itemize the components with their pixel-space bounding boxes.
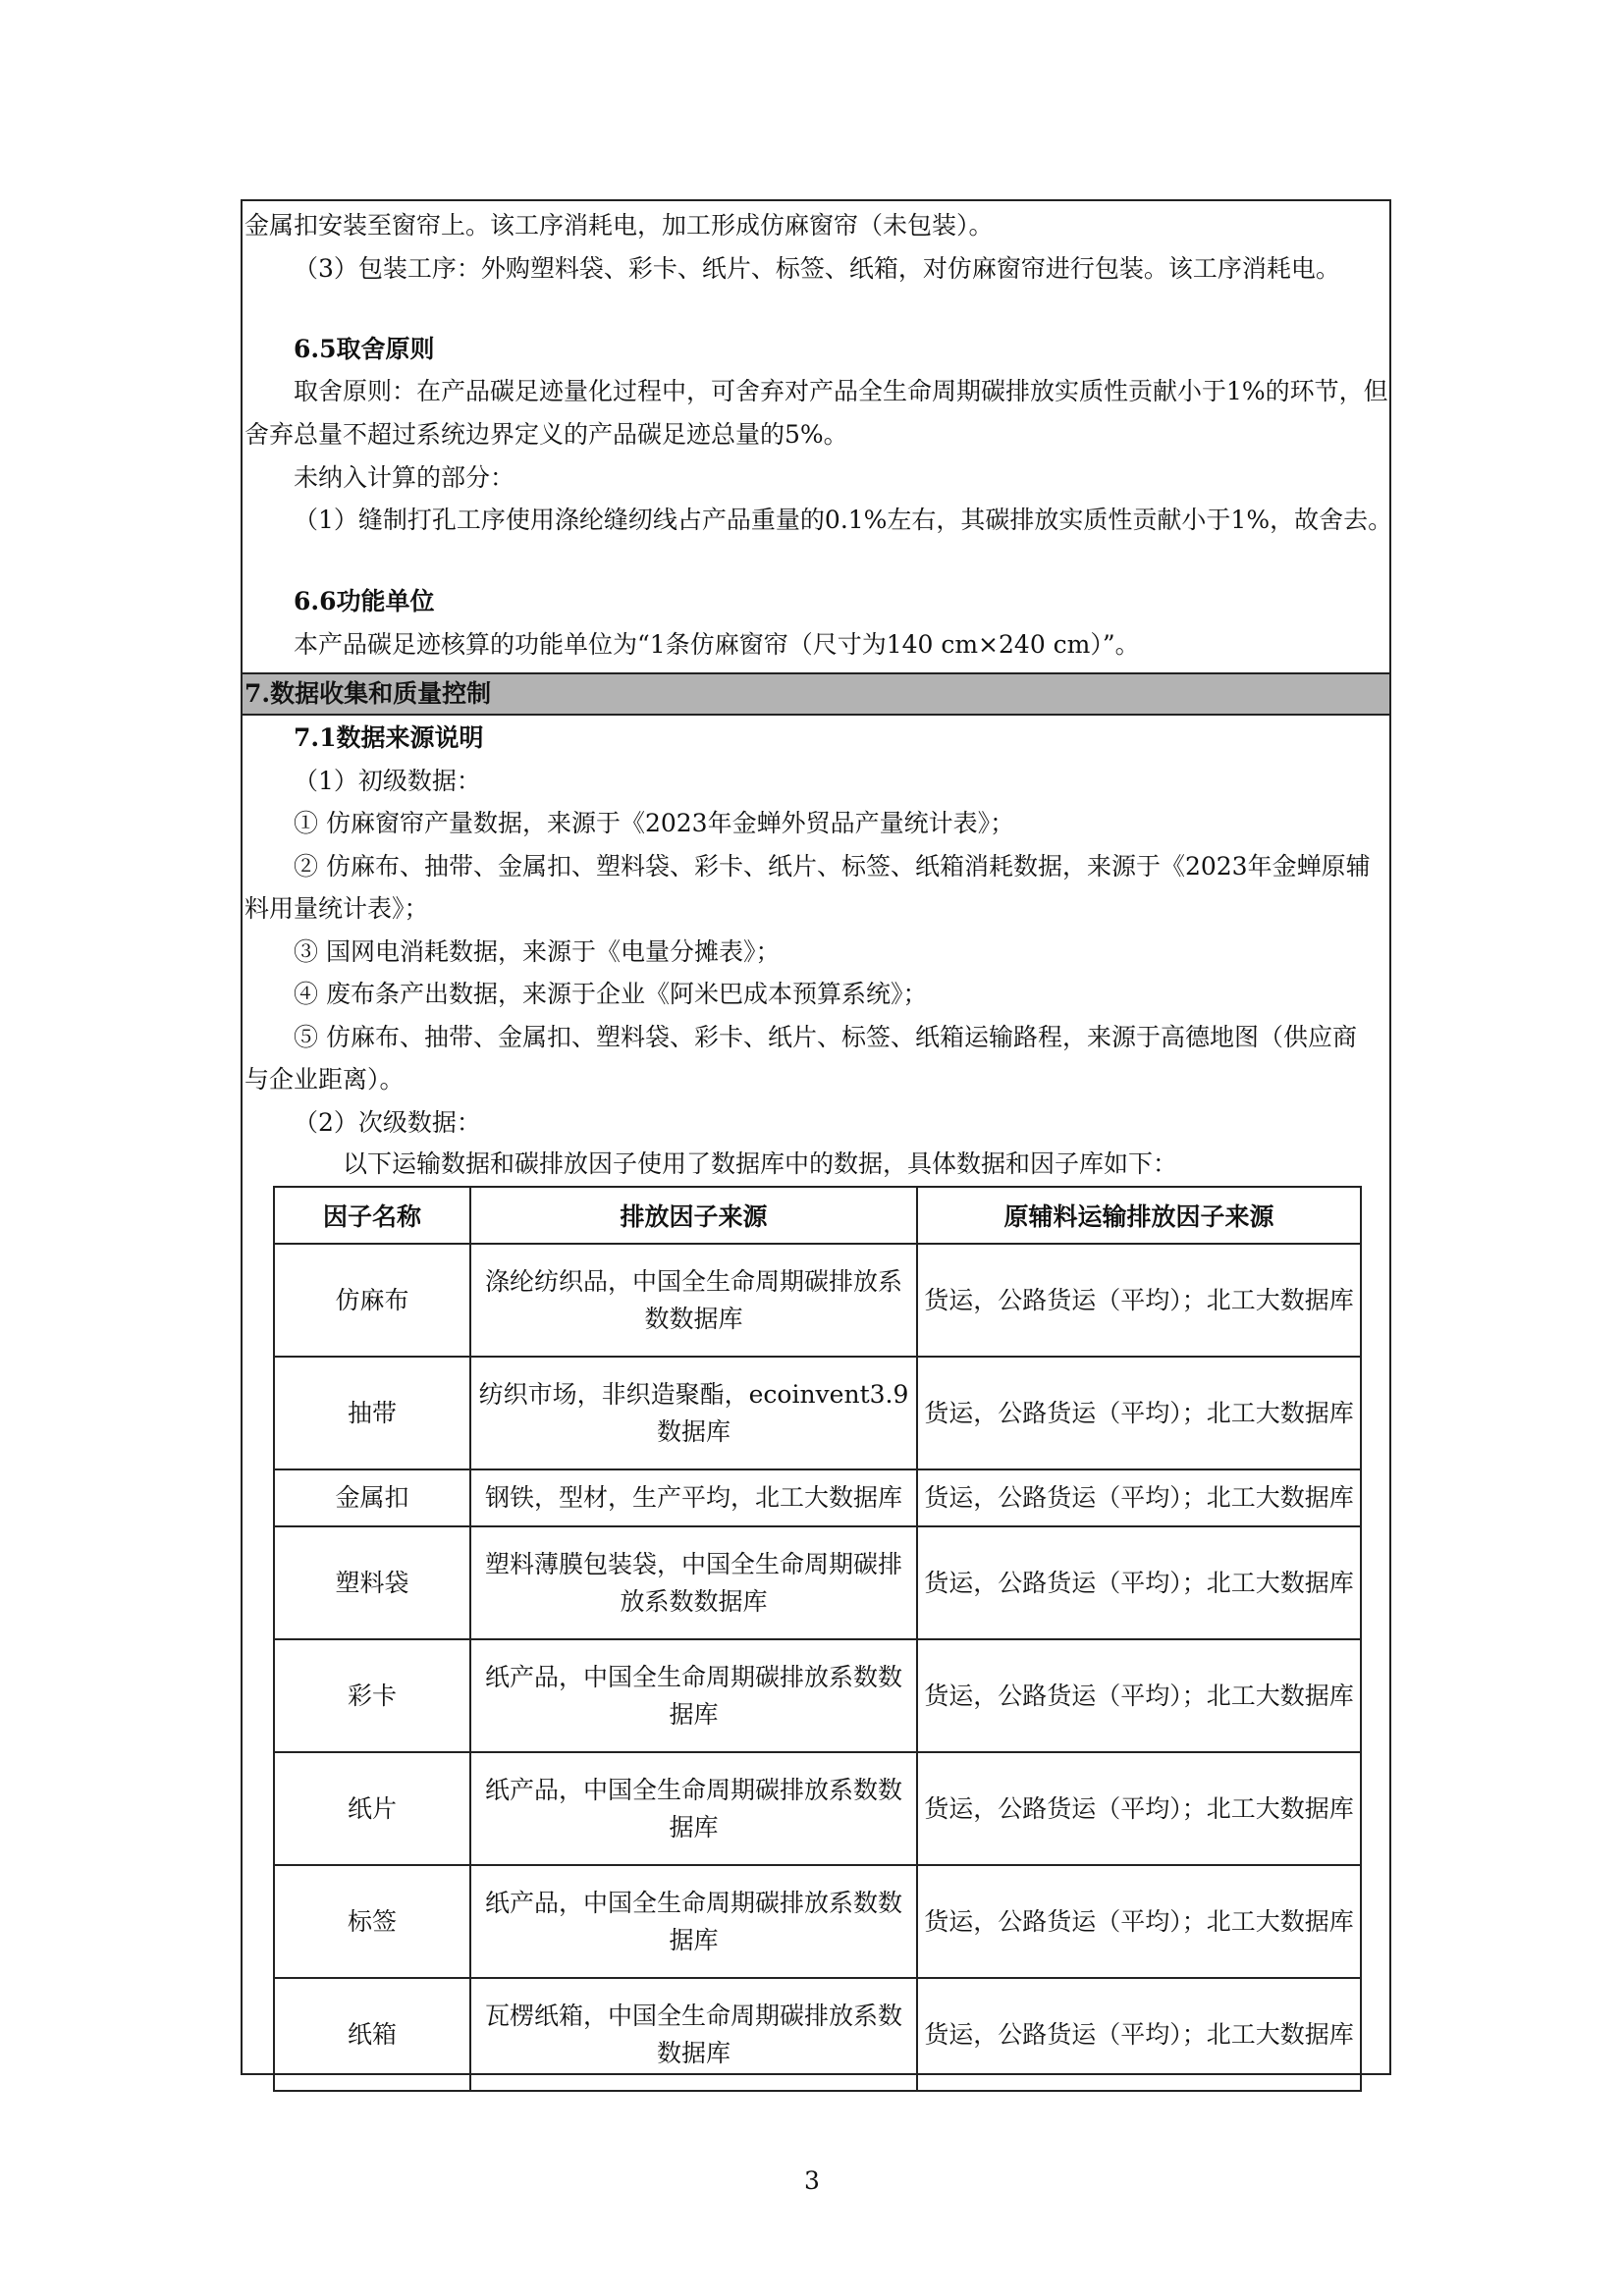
table-header-row (274, 1187, 1361, 1244)
transport-source: 货运，公路货运（平均）；北工大数据库 (917, 1978, 1361, 2091)
section-7-header: 7.数据收集和质量控制 (243, 672, 1389, 716)
table-row (274, 1978, 1361, 2091)
emission-source: 纸产品，中国全生命周期碳排放系数数据库 (470, 1752, 917, 1865)
primary-data-item-2-cont: 料用量统计表》； (244, 894, 429, 923)
primary-data-item-5-cont: 与企业距离）。 (244, 1065, 405, 1094)
factor-name: 纸片 (274, 1752, 470, 1865)
table-row (274, 1357, 1361, 1469)
emission-source: 纸产品，中国全生命周期碳排放系数数据库 (470, 1865, 917, 1978)
factor-name: 仿麻布 (274, 1244, 470, 1357)
factor-name: 标签 (274, 1865, 470, 1978)
table-row (274, 1244, 1361, 1357)
transport-source: 货运，公路货运（平均）；北工大数据库 (917, 1469, 1361, 1526)
emission-factor-table (273, 1186, 1362, 2092)
primary-data-item-2: ② 仿麻布、抽带、金属扣、塑料袋、彩卡、纸片、标签、纸箱消耗数据，来源于《2023年金蝉原辅 (294, 852, 1371, 881)
excluded-label: 未纳入计算的部分： (294, 463, 515, 492)
emission-source: 瓦楞纸箱，中国全生命周期碳排放系数数据库 (470, 1978, 917, 2091)
section-6-5-paragraph: 取舍原则：在产品碳足迹量化过程中，可舍弃对产品全生命周期碳排放实质性贡献小于1%的环节，但 (294, 377, 1388, 405)
primary-data-item-1: ① 仿麻窗帘产量数据，来源于《2023年金蝉外贸品产量统计表》； (294, 809, 1015, 837)
primary-data-item-5: ⑤ 仿麻布、抽带、金属扣、塑料袋、彩卡、纸片、标签、纸箱运输路程，来源于高德地图（供应商 (294, 1023, 1357, 1051)
header-factor-name: 因子名称 (274, 1187, 470, 1244)
transport-source: 货运，公路货运（平均）；北工大数据库 (917, 1639, 1361, 1752)
transport-source: 货运，公路货运（平均）；北工大数据库 (917, 1865, 1361, 1978)
functional-unit-text: 本产品碳足迹核算的功能单位为“1条仿麻窗帘（尺寸为140 cm×240 cm）”。 (294, 630, 1140, 659)
step-3-text: （3）包装工序：外购塑料袋、彩卡、纸片、标签、纸箱，对仿麻窗帘进行包装。该工序消耗电。 (294, 254, 1340, 283)
section-6-5-title: 6.5取舍原则 (294, 335, 435, 363)
excluded-item-1: （1）缝制打孔工序使用涤纶缝纫线占产品重量的0.1%左右，其碳排放实质性贡献小于1%，故舍去。 (294, 506, 1393, 534)
factor-name: 彩卡 (274, 1639, 470, 1752)
header-transport-source: 原辅料运输排放因子来源 (917, 1187, 1361, 1244)
section-7-1-title: 7.1数据来源说明 (294, 723, 484, 752)
table-row (274, 1639, 1361, 1752)
transport-source: 货运，公路货运（平均）；北工大数据库 (917, 1357, 1361, 1469)
emission-source: 纸产品，中国全生命周期碳排放系数数据库 (470, 1639, 917, 1752)
table-row (274, 1526, 1361, 1639)
emission-source: 钢铁，型材，生产平均，北工大数据库 (470, 1469, 917, 1526)
primary-data-label: （1）初级数据： (294, 767, 481, 795)
table-row (274, 1752, 1361, 1865)
content-frame (241, 199, 1391, 2075)
primary-data-item-4: ④ 废布条产出数据，来源于企业《阿米巴成本预算系统》； (294, 980, 928, 1008)
emission-source: 纺织市场，非织造聚酯，ecoinvent3.9 数据库 (470, 1357, 917, 1469)
factor-name: 金属扣 (274, 1469, 470, 1526)
factor-name: 纸箱 (274, 1978, 470, 2091)
primary-data-item-3: ③ 国网电消耗数据，来源于《电量分摊表》； (294, 937, 781, 966)
emission-source: 塑料薄膜包装袋，中国全生命周期碳排放系数数据库 (470, 1526, 917, 1639)
header-emission-source: 排放因子来源 (470, 1187, 917, 1244)
transport-source: 货运，公路货运（平均）；北工大数据库 (917, 1244, 1361, 1357)
secondary-data-label: （2）次级数据： (294, 1108, 481, 1137)
factor-name: 抽带 (274, 1357, 470, 1469)
section-6-6-title: 6.6功能单位 (294, 587, 435, 615)
page-number: 3 (804, 2166, 820, 2195)
secondary-data-intro: 以下运输数据和碳排放因子使用了数据库中的数据，具体数据和因子库如下： (343, 1149, 1178, 1178)
factor-name: 塑料袋 (274, 1526, 470, 1639)
transport-source: 货运，公路货运（平均）；北工大数据库 (917, 1752, 1361, 1865)
section-6-5-paragraph-cont: 舍弃总量不超过系统边界定义的产品碳足迹总量的5%。 (244, 420, 848, 449)
table-row (274, 1865, 1361, 1978)
table-row (274, 1469, 1361, 1526)
transport-source: 货运，公路货运（平均）；北工大数据库 (917, 1526, 1361, 1639)
continuation-text: 金属扣安装至窗帘上。该工序消耗电，加工形成仿麻窗帘（未包装）。 (244, 211, 994, 240)
emission-source: 涤纶纺织品，中国全生命周期碳排放系数数据库 (470, 1244, 917, 1357)
